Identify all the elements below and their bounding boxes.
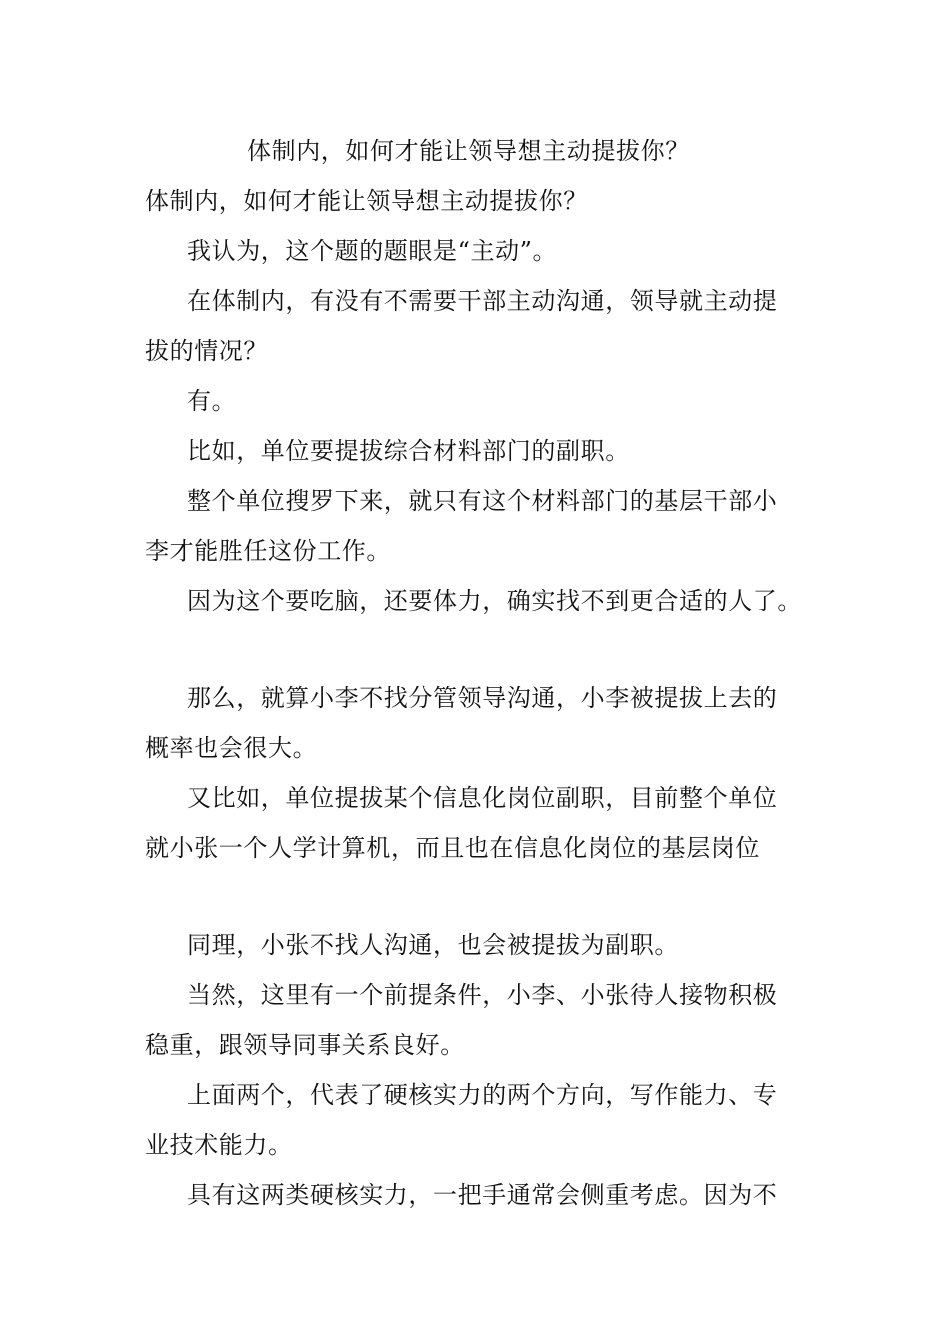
paragraph-line: 那么，就算小李不找分管领导沟通，小李被提拔上去的: [187, 684, 778, 712]
paragraph-line: 业技术能力。: [145, 1131, 293, 1159]
paragraph-line: 李才能胜任这份工作。: [145, 537, 391, 565]
paragraph-line: 体制内，如何才能让领导想主动提拔你？: [145, 187, 588, 215]
paragraph-line: 我认为，这个题的题眼是“主动”。: [187, 237, 558, 265]
paragraph-line: 拔的情况？: [145, 337, 268, 365]
paragraph-line: 稳重，跟领导同事关系良好。: [145, 1031, 465, 1059]
paragraph-line: 比如，单位要提拔综合材料部门的副职。: [187, 437, 630, 465]
paragraph-line: 当然，这里有一个前提条件，小李、小张待人接物积极: [187, 981, 778, 1009]
paragraph-line: 就小张一个人学计算机，而且也在信息化岗位的基层岗位: [145, 834, 760, 862]
paragraph-line: 上面两个，代表了硬核实力的两个方向，写作能力、专: [187, 1081, 778, 1109]
paragraph-line: 同理，小张不找人沟通，也会被提拔为副职。: [187, 931, 679, 959]
paragraph-line: 在体制内，有没有不需要干部主动沟通，领导就主动提: [187, 287, 778, 315]
document-title: 体制内，如何才能让领导想主动提拔你？: [247, 137, 690, 165]
paragraph-line: 具有这两类硬核实力，一把手通常会侧重考虑。因为不: [187, 1181, 778, 1209]
paragraph-line: 整个单位搜罗下来，就只有这个材料部门的基层干部小: [187, 487, 778, 515]
paragraph-line: 概率也会很大。: [145, 734, 318, 762]
paragraph-line: 有。: [187, 387, 237, 415]
paragraph-line: 因为这个要吃脑，还要体力，确实找不到更合适的人了。: [187, 587, 802, 615]
paragraph-line: 又比如，单位提拔某个信息化岗位副职，目前整个单位: [187, 784, 778, 812]
